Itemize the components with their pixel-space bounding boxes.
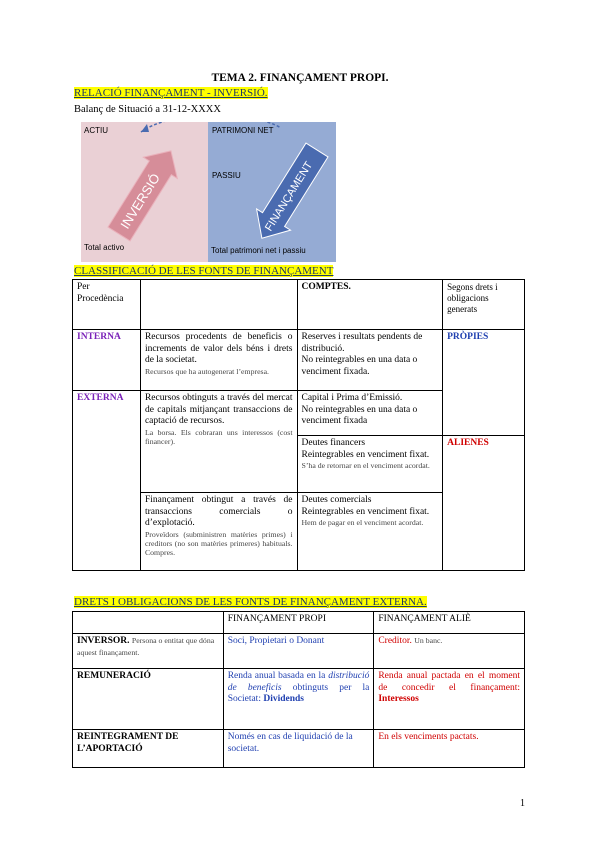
section-heading-classificacio: CLASSIFICACIÓ DE LES FONTS DE FINANÇAMENT — [74, 265, 334, 277]
total-actiu-label: Total activo — [84, 243, 125, 252]
row-reintegrament-label: REINTEGRAMENT DE L’APORTACIÓ — [73, 730, 224, 768]
row-deutes-financers: Deutes financers Reintegrables en venciment fixat. S’ha de retornar en el venciment acordat. — [297, 436, 443, 493]
passiu-label: PASSIU — [212, 171, 241, 180]
section-heading-relacio: RELACIÓ FINANÇAMENT - INVERSIÓ. — [74, 87, 268, 99]
rights-header-empty — [73, 612, 224, 634]
rights-table — [72, 611, 525, 768]
row-inversor-alie: Creditor. Un banc. — [374, 634, 525, 669]
row-reintegrament-propi: Només en cas de liquidació de la societat. — [223, 730, 374, 768]
row-externa-desc2: Finançament obtingut a través de transaccions comercials o d’explotació. Proveïdors (subministren matèries primes) i creditors (no son matèries primeres) habituals. Compres. — [140, 493, 297, 571]
row-reintegrament-alie: En els venciments pactats. — [374, 730, 525, 768]
row-externa-label: EXTERNA — [73, 391, 141, 571]
header-per-procedencia: Per Procedència — [73, 280, 141, 330]
row-interna-label: INTERNA — [73, 330, 141, 391]
balance-label: Balanç de Situació a 31-12-XXXX — [74, 104, 221, 115]
category-alienes: ALIENES — [443, 436, 525, 571]
row-interna-comptes: Reserves i resultats pendents de distribució. No reintegrables en una data o venciment fixada. — [297, 330, 443, 391]
row-remuneracio-alie: Renda anual pactada en el moment de concedir el finançament: Interessos — [374, 669, 525, 730]
balance-diagram — [81, 122, 336, 262]
row-inversor-propi: Soci, Propietari o Donant — [223, 634, 374, 669]
row-interna-desc: Recursos procedents de beneficis o increments de valor dels béns i drets de la societat. Recursos que ha autogenerat l’empresa. — [140, 330, 297, 391]
section-heading-drets: DRETS I OBLIGACIONS DE LES FONTS DE FINANÇAMENT EXTERNA. — [74, 596, 427, 608]
header-comptes: COMPTES. — [297, 280, 443, 330]
row-remuneracio-label: REMUNERACIÓ — [73, 669, 224, 730]
row-remuneracio-propi: Renda anual basada en la distribució de beneficis obtinguts per la Societat: Dividends — [223, 669, 374, 730]
row-deutes-comercials: Deutes comercials Reintegrables en venciment fixat. Hem de pagar en el venciment acordat. — [297, 493, 443, 571]
row-externa-desc1: Recursos obtinguts a través del mercat de capitals mitjançant transaccions de captació de recursos. La borsa. Els cobraran uns interessos (cost financer). — [140, 391, 297, 493]
rights-header-alie: FINANÇAMENT ALIÈ — [374, 612, 525, 634]
actiu-label: ACTIU — [84, 126, 108, 135]
page-title: TEMA 2. FINANÇAMENT PROPI. — [211, 72, 389, 84]
total-patrimoni-label: Total patrimoni net i passiu — [211, 246, 306, 255]
rights-header-propi: FINANÇAMENT PROPI — [223, 612, 374, 634]
page-number: 1 — [520, 798, 525, 809]
header-empty — [140, 280, 297, 330]
patrimoni-panel — [208, 122, 336, 262]
classification-table — [72, 279, 525, 571]
inversio-text: INVERSIÓ — [117, 170, 163, 232]
row-capital: Capital i Prima d’Emissió. No reintegrables en una data o venciment fixada — [297, 391, 443, 436]
row-inversor-label: INVERSOR. Persona o entitat que dóna aquest finançament. — [73, 634, 224, 669]
financament-text: FINANÇAMENT — [262, 159, 316, 234]
header-segons: Segons drets i obligacions generats — [443, 280, 525, 330]
patrimoni-net-label: PATRIMONI NET — [212, 126, 274, 135]
category-propies: PRÒPIES — [443, 330, 525, 436]
